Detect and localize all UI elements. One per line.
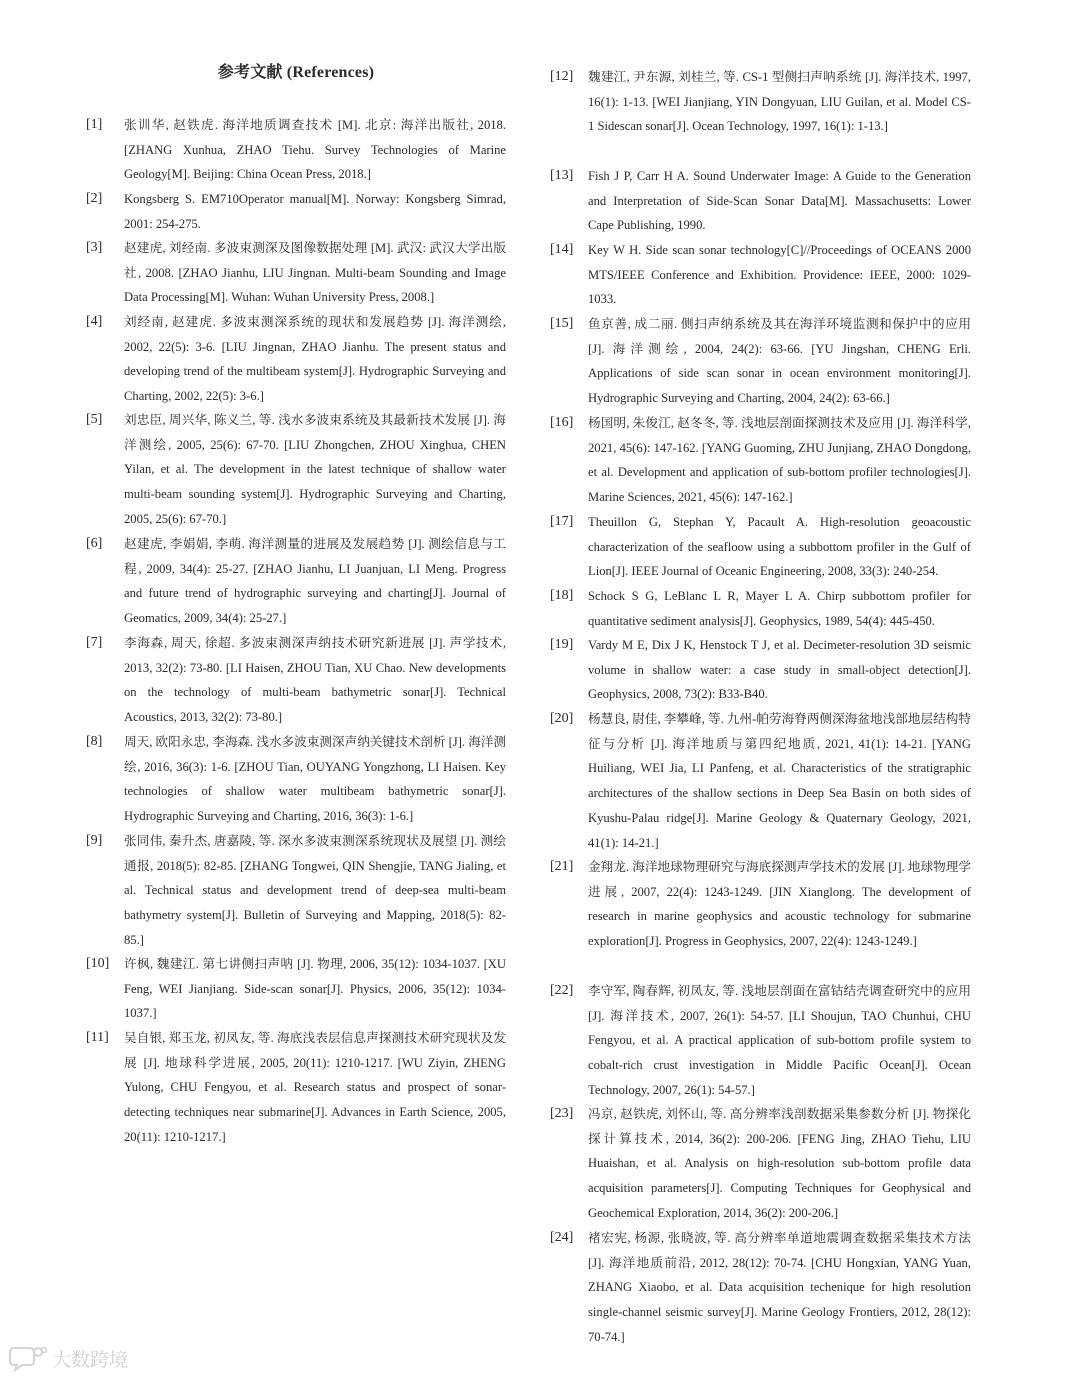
- reference-text: 周天, 欧阳永忠, 李海森. 浅水多波束测深声纳关键技术剖析 [J]. 海洋测绘, 2016, 36(3): 1-6. [ZHOU Tian, OUYANG Yongzhong, LI Haisen. Key technologies of shallow water multibeam bathymetric sonar[J]. Hydrographic Surveying and Charting, 2016, 36(3): 1-6.]: [124, 735, 506, 824]
- reference-number: [12]: [550, 69, 574, 84]
- reference-text: 张训华, 赵铁虎. 海洋地质调查技术 [M]. 北京: 海洋出版社, 2018. [ZHANG Xunhua, ZHAO Tiehu. Survey Technologies of Marine Geology[M]. Beijing: China Ocean Press, 2018.]: [124, 118, 506, 182]
- reference-text: 褚宏宪, 杨源, 张晓波, 等. 高分辨率单道地震调查数据采集技术方法 [J]. 海洋地质前沿, 2012, 28(12): 70-74. [CHU Hongxian, YANG Yuan, ZHANG Xiaobo, et al. Data acquisition techenique for high resolution single-channel seismic survey[J]. Marine Geology Frontiers, 2012, 28(12): 70-74.]: [588, 1231, 971, 1344]
- reference-number: [21]: [550, 859, 574, 874]
- references-heading: 参考文献 (References): [217, 64, 375, 81]
- watermark: [8, 1344, 128, 1372]
- reference-number: [6]: [86, 536, 103, 551]
- reference-item: [550, 510, 971, 584]
- reference-item: [550, 238, 971, 312]
- reference-number: [19]: [550, 637, 574, 652]
- reference-item: [86, 829, 506, 953]
- reference-text: 鱼京善, 成二丽. 侧扫声纳系统及其在海洋环境监测和保护中的应用 [J]. 海洋测绘, 2004, 24(2): 63-66. [YU Jingshan, CHENG Erli. Applications of side scan sonar in ocean environment monitoring[J]. Hydrographic Surveying and Charting, 2004, 24(2): 63-66.]: [588, 317, 971, 406]
- reference-item: [550, 1102, 971, 1226]
- reference-item: [86, 952, 506, 1026]
- reference-number: [17]: [550, 514, 574, 529]
- reference-text: 刘忠臣, 周兴华, 陈义兰, 等. 浅水多波束系统及其最新技术发展 [J]. 海洋测绘, 2005, 25(6): 67-70. [LIU Zhongchen, ZHOU Xinghua, CHEN Yilan, et al. The development in the latest technique of shallow water multi-beam sounding system[J]. Hydrographic Surveying and Charting, 2005, 25(6): 67-70.]: [124, 413, 506, 526]
- chat-bubble-logo-icon: [8, 1344, 48, 1372]
- reference-number: [24]: [550, 1230, 574, 1245]
- reference-text: 金翔龙. 海洋地球物理研究与海底探测声学技术的发展 [J]. 地球物理学进展, 2007, 22(4): 1243-1249. [JIN Xianglong. The development of research in marine geophysics and acoustic technology for submarine exploration[J]. Progress in Geophysics, 2007, 22(4): 1243-1249.]: [588, 860, 971, 949]
- reference-number: [5]: [86, 412, 103, 427]
- reference-text: 李守军, 陶春辉, 初凤友, 等. 浅地层剖面在富钴结壳调查研究中的应用 [J]. 海洋技术, 2007, 26(1): 54-57. [LI Shoujun, TAO Chunhui, CHU Fengyou, et al. A practical application of sub-bottom profile system to cobalt-rich crust investigation in Middle Pacific Ocean[J]. Ocean Technology, 2007, 26(1): 54-57.]: [588, 984, 971, 1097]
- reference-text: Kongsberg S. EM710Operator manual[M]. Norway: Kongsberg Simrad, 2001: 254-275.: [124, 192, 506, 231]
- reference-item: [550, 633, 971, 707]
- reference-number: [14]: [550, 242, 574, 257]
- reference-number: [18]: [550, 588, 574, 603]
- reference-text: Theuillon G, Stephan Y, Pacault A. High-resolution geoacoustic characterization of the seafloow using a subbottom profiler in the Gulf of Lion[J]. IEEE Journal of Oceanic Engineering, 2008, 33(3): 240-254.: [588, 515, 971, 579]
- reference-item: [86, 113, 506, 187]
- reference-number: [13]: [550, 168, 574, 183]
- reference-text: Key W H. Side scan sonar technology[C]//Proceedings of OCEANS 2000 MTS/IEEE Conference and Exhibition. Providence: IEEE, 2000: 1029-1033.: [588, 243, 971, 307]
- reference-number: [15]: [550, 316, 574, 331]
- reference-item: [550, 164, 971, 238]
- reference-item: [86, 532, 506, 631]
- reference-number: [2]: [86, 191, 103, 206]
- reference-text: 魏建江, 尹东源, 刘桂兰, 等. CS-1 型侧扫声呐系统 [J]. 海洋技术, 1997, 16(1): 1-13. [WEI Jianjiang, YIN Dongyuan, LIU Guilan, et al. Model CS-1 Sidescan sonar[J]. Ocean Technology, 1997, 16(1): 1-13.]: [588, 70, 971, 134]
- reference-number: [23]: [550, 1106, 574, 1121]
- reference-item: [550, 979, 971, 1103]
- reference-number: [22]: [550, 983, 574, 998]
- reference-text: Vardy M E, Dix J K, Henstock T J, et al. Decimeter-resolution 3D seismic volume in shallow water: a case study in small-object detection[J]. Geophysics, 2008, 73(2): B33-B40.: [588, 638, 971, 702]
- reference-item: [86, 730, 506, 829]
- reference-item: [86, 310, 506, 409]
- reference-text: 冯京, 赵铁虎, 刘怀山, 等. 高分辨率浅剖数据采集参数分析 [J]. 物探化探计算技术, 2014, 36(2): 200-206. [FENG Jing, ZHAO Tiehu, LIU Huaishan, et al. Analysis on high-resolution sub-bottom profile data acquisition parameters[J]. Computing Techniques for Geophysical and Geochemical Exploration, 2014, 36(2): 200-206.]: [588, 1107, 971, 1220]
- reference-text: 李海森, 周天, 徐超. 多波束测深声纳技术研究新进展 [J]. 声学技术, 2013, 32(2): 73-80. [LI Haisen, ZHOU Tian, XU Chao. New developments on the technology of multi-beam bathymetric sonar[J]. Technical Acoustics, 2013, 32(2): 73-80.]: [124, 636, 506, 725]
- reference-number: [11]: [86, 1030, 109, 1045]
- reference-text: Fish J P, Carr H A. Sound Underwater Image: A Guide to the Generation and Interpretation of Side-Scan Sonar Data[M]. Massachusetts: Lower Cape Publishing, 1990.: [588, 169, 971, 233]
- reference-text: 张同伟, 秦升杰, 唐嘉陵, 等. 深水多波束测深系统现状及展望 [J]. 测绘通报, 2018(5): 82-85. [ZHANG Tongwei, QIN Shengjie, TANG Jialing, et al. Technical status and development trend of deep-sea multi-beam bathymetry system[J]. Bulletin of Surveying and Mapping, 2018(5): 82-85.]: [124, 834, 506, 947]
- reference-text: Schock S G, LeBlanc L R, Mayer L A. Chirp subbottom profiler for quantitative sediment analysis[J]. Geophysics, 1989, 54(4): 445-450.: [588, 589, 971, 628]
- reference-item: [86, 187, 506, 236]
- reference-number: [8]: [86, 734, 103, 749]
- reference-text: 赵建虎, 刘经南. 多波束测深及图像数据处理 [M]. 武汉: 武汉大学出版社, 2008. [ZHAO Jianhu, LIU Jingnan. Multi-beam Sounding and Image Data Processing[M]. Wuhan: Wuhan University Press, 2008.]: [124, 241, 506, 305]
- reference-text: 吴自银, 郑玉龙, 初凤友, 等. 海底浅表层信息声探测技术研究现状及发展 [J]. 地球科学进展, 2005, 20(11): 1210-1217. [WU Ziyin, ZHENG Yulong, CHU Fengyou, et al. Research status and prospect of sonar-detecting techniques near submarine[J]. Advances in Earth Science, 2005, 20(11): 1210-1217.]: [124, 1031, 506, 1144]
- watermark-text: 大数跨境: [52, 1348, 129, 1371]
- reference-item: [550, 411, 971, 510]
- reference-number: [9]: [86, 833, 103, 848]
- reference-item: [550, 707, 971, 855]
- reference-item: [550, 584, 971, 633]
- reference-text: 许枫, 魏建江. 第七讲侧扫声呐 [J]. 物理, 2006, 35(12): 1034-1037. [XU Feng, WEI Jianjiang. Side-scan sonar[J]. Physics, 2006, 35(12): 1034-1037.]: [124, 957, 506, 1021]
- reference-item: [550, 65, 971, 139]
- reference-number: [20]: [550, 711, 574, 726]
- reference-item: [550, 312, 971, 411]
- reference-number: [7]: [86, 635, 103, 650]
- reference-item: [86, 631, 506, 730]
- reference-item: [86, 1026, 506, 1150]
- reference-text: 赵建虎, 李娟娟, 李萌. 海洋测量的进展及发展趋势 [J]. 测绘信息与工程, 2009, 34(4): 25-27. [ZHAO Jianhu, LI Juanjuan, LI Meng. Progress and future trend of hydrographic surveying and charting[J]. Journal of Geomatics, 2009, 34(4): 25-27.]: [124, 537, 506, 626]
- reference-number: [4]: [86, 314, 103, 329]
- reference-item: [550, 855, 971, 954]
- reference-item: [550, 1226, 971, 1350]
- reference-text: 杨国明, 朱俊江, 赵冬冬, 等. 浅地层剖面探测技术及应用 [J]. 海洋科学, 2021, 45(6): 147-162. [YANG Guoming, ZHU Junjiang, ZHAO Dongdong, et al. Development and application of sub-bottom profiler technologies[J]. Marine Sciences, 2021, 45(6): 147-162.]: [588, 416, 971, 505]
- reference-number: [3]: [86, 240, 103, 255]
- reference-text: 杨慧良, 尉佳, 李攀峰, 等. 九州-帕劳海脊两侧深海盆地浅部地层结构特征与分析 [J]. 海洋地质与第四纪地质, 2021, 41(1): 14-21. [YANG Huiliang, WEI Jia, LI Panfeng, et al. Characteristics of the stratigraphic architectures of the shallow sections in Deep Sea Basin on both sides of Kyushu-Palau ridge[J]. Marine Geology & Quaternary Geology, 2021, 41(1): 14-21.]: [588, 712, 971, 850]
- reference-number: [1]: [86, 117, 103, 132]
- reference-number: [10]: [86, 956, 110, 971]
- reference-item: [86, 408, 506, 532]
- reference-number: [16]: [550, 415, 574, 430]
- reference-item: [86, 236, 506, 310]
- reference-text: 刘经南, 赵建虎. 多波束测深系统的现状和发展趋势 [J]. 海洋测绘, 2002, 22(5): 3-6. [LIU Jingnan, ZHAO Jianhu. The present status and developing trend of the multibeam system[J]. Hydrographic Surveying and Charting, 2002, 22(5): 3-6.]: [124, 315, 506, 404]
